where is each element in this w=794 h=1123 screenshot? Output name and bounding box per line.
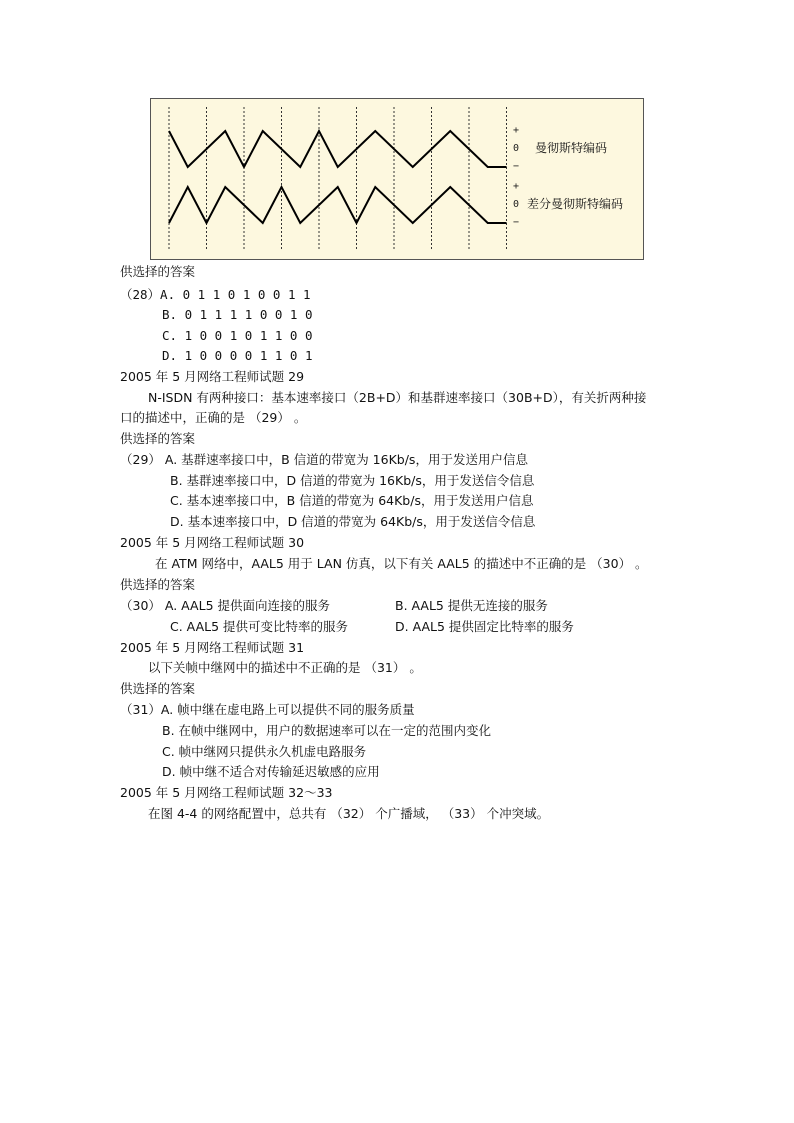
q28-option-c: C. 1 0 0 1 0 1 1 0 0 [162, 328, 313, 343]
manchester-zero-label: 0 [513, 143, 520, 154]
q30-heading: 2005 年 5 月网络工程师试题 30 [120, 535, 305, 550]
q32-text: 在图 4-4 的网络配置中，总共有 （32） 个广播域， （33） 个冲突域。 [148, 806, 550, 821]
waveform-diagram [151, 99, 645, 261]
diff-zero-label: 0 [513, 199, 520, 210]
manchester-plus-label: + [513, 125, 520, 136]
q31-answers-header: 供选择的答案 [120, 681, 196, 696]
q30-option-a: （30） A. AAL5 提供面向连接的服务 [120, 598, 330, 613]
q31-option-b: B. 在帧中继网中，用户的数据速率可以在一定的范围内变化 [162, 723, 492, 738]
q28-option-d: D. 1 0 0 0 0 1 1 0 1 [162, 348, 313, 363]
q28-option-b: B. 0 1 1 1 1 0 0 1 0 [162, 307, 313, 322]
q32-heading: 2005 年 5 月网络工程师试题 32～33 [120, 785, 333, 800]
q29-option-b: B. 基群速率接口中，D 信道的带宽为 16Kb/s，用于发送信令信息 [170, 473, 535, 488]
q30-option-d: D. AAL5 提供固定比特率的服务 [395, 619, 574, 634]
manchester-waveform [169, 131, 507, 167]
q30-option-b: B. AAL5 提供无连接的服务 [395, 598, 548, 613]
q30-answers-header: 供选择的答案 [120, 577, 196, 592]
q31-option-c: C. 帧中继网只提供永久机虚电路服务 [162, 744, 367, 759]
manchester-minus-label: − [513, 161, 520, 172]
differential-manchester-label: 差分曼彻斯特编码 [527, 197, 624, 211]
q31-text: 以下关帧中继网中的描述中不正确的是 （31） 。 [148, 660, 422, 675]
encoding-figure [150, 98, 644, 260]
q28-option-a: （28）A. 0 1 1 0 1 0 0 1 1 [120, 287, 311, 302]
diff-minus-label: − [513, 217, 520, 228]
q29-heading: 2005 年 5 月网络工程师试题 29 [120, 369, 305, 384]
q29-option-a: （29） A. 基群速率接口中，B 信道的带宽为 16Kb/s，用于发送用户信息 [120, 452, 528, 467]
q29-text-line1: N-ISDN 有两种接口：基本速率接口（2B+D）和基群速率接口（30B+D），有关折两种接 [148, 390, 647, 405]
manchester-label: 曼彻斯特编码 [535, 141, 608, 155]
q31-heading: 2005 年 5 月网络工程师试题 31 [120, 640, 305, 655]
q29-text-line2: 口的描述中，正确的是 （29） 。 [120, 410, 307, 425]
q31-option-d: D. 帧中继不适合对传输延迟敏感的应用 [162, 764, 380, 779]
bit-boundary-lines [169, 107, 507, 249]
differential-manchester-waveform [169, 187, 507, 223]
diff-plus-label: + [513, 181, 520, 192]
q31-option-a: （31）A. 帧中继在虚电路上可以提供不同的服务质量 [120, 702, 415, 717]
q29-option-c: C. 基本速率接口中，B 信道的带宽为 64Kb/s，用于发送用户信息 [170, 493, 534, 508]
q29-answers-header: 供选择的答案 [120, 431, 196, 446]
q29-option-d: D. 基本速率接口中，D 信道的带宽为 64Kb/s，用于发送信令信息 [170, 514, 536, 529]
q28-answers-header: 供选择的答案 [120, 264, 196, 279]
q30-option-c: C. AAL5 提供可变比特率的服务 [170, 619, 349, 634]
q30-text: 在 ATM 网络中，AAL5 用于 LAN 仿真，以下有关 AAL5 的描述中不正确的是 （30） 。 [155, 556, 648, 571]
